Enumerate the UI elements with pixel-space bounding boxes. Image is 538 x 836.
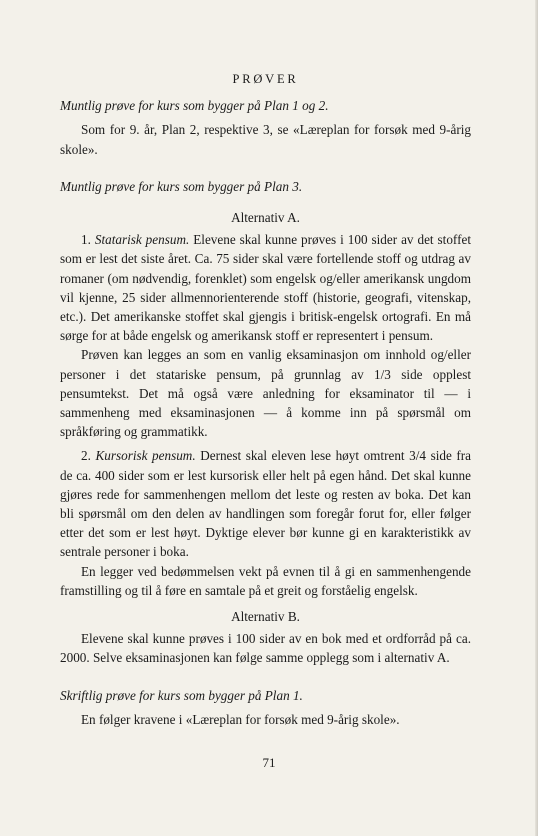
subheading-oral-plan-1-2: Muntlig prøve for kurs som bygger på Plan 1 og 2. (60, 98, 329, 114)
item-number-2: 2. (81, 448, 91, 464)
paragraph-assessment: En legger ved bedømmelsen vekt på evnen til å gi en sammenhengende framstilling og til å føre en samtale på et greit og forståelig engelsk. (60, 563, 471, 598)
paragraph-statarisk (60, 230, 471, 345)
label-kursorisk: Kursorisk pensum. (95, 448, 196, 464)
paragraph-kursorisk (60, 446, 471, 561)
text-statarisk: Elevene skal kunne prøves i 100 sider av det stoffet som er lest det siste året. Ca. 75 sider skal være fortellende stoff og utdrag av romaner (om nødvendig, forenklet) som engelsk og/eller amerikansk ungdom vil kjenne, 25 sider allmennorienterende stoff (historie, geografi, vitenskap, etc.). Det amerikanske stoffet skal gjengis i britisk-engelsk ortografi. En må sørge for at både engelsk og amerikansk stoff er representert i pensum. (60, 232, 471, 344)
paragraph-written-plan-1: En følger kravene i «Læreplan for forsøk med 9-årig skole». (81, 711, 400, 727)
text-kursorisk-b: side fra de ca. 400 sider som er lest kursorisk eller helt på egen hånd. Det skal kunne gjøres rede for sammenhengen mellom det leste og resten av boka. Det kan bli spørsmål om den delen av handlingen som foregår forut for, eller følger etter det som er lest høyt. Dyktige elever bør kunne gi en karakteristikk av sentrale personer i boka. (60, 448, 472, 560)
text-kursorisk-a: Dernest skal eleven lese høyt omtrent (200, 448, 410, 464)
fraction-three-quarters: 3/4 (409, 448, 427, 464)
item-number-1: 1. (81, 232, 91, 248)
text-exam-form-a: Prøven kan legges an som en vanlig eksaminasjon om innhold og/eller personer i det statariske pensum, på grunnlag av (60, 347, 471, 382)
paragraph-exam-form (60, 345, 471, 441)
text-exam-form-b: side opplest pensumtekst. Det må også være anledning for eksaminator til — i sammenheng med eksaminasjonen — å komme inn på spørsmål om språkføring og grammatikk. (60, 366, 471, 440)
alternative-a-heading: Alternativ A. (231, 210, 300, 226)
alternative-b-heading: Alternativ B. (231, 609, 300, 625)
section-heading: PRØVER (232, 72, 299, 86)
paragraph-alternative-b: Elevene skal kunne prøves i 100 sider av en bok med et ordforråd på ca. 2000. Selve eksaminasjonen kan følge samme opplegg som i alternativ A. (60, 631, 471, 666)
subheading-oral-plan-3: Muntlig prøve for kurs som bygger på Plan 3. (60, 178, 303, 194)
text-block (60, 70, 471, 729)
fraction-one-third: 1/3 (374, 366, 391, 382)
page-number: 71 (262, 755, 276, 770)
label-statarisk: Statarisk pensum. (94, 232, 190, 248)
subheading-written-plan-1: Skriftlig prøve for kurs som bygger på Plan 1. (60, 687, 303, 703)
paragraph-oral-plan-1-2: Som for 9. år, Plan 2, respektive 3, se «Læreplan for forsøk med 9-årig skole». (60, 122, 471, 157)
